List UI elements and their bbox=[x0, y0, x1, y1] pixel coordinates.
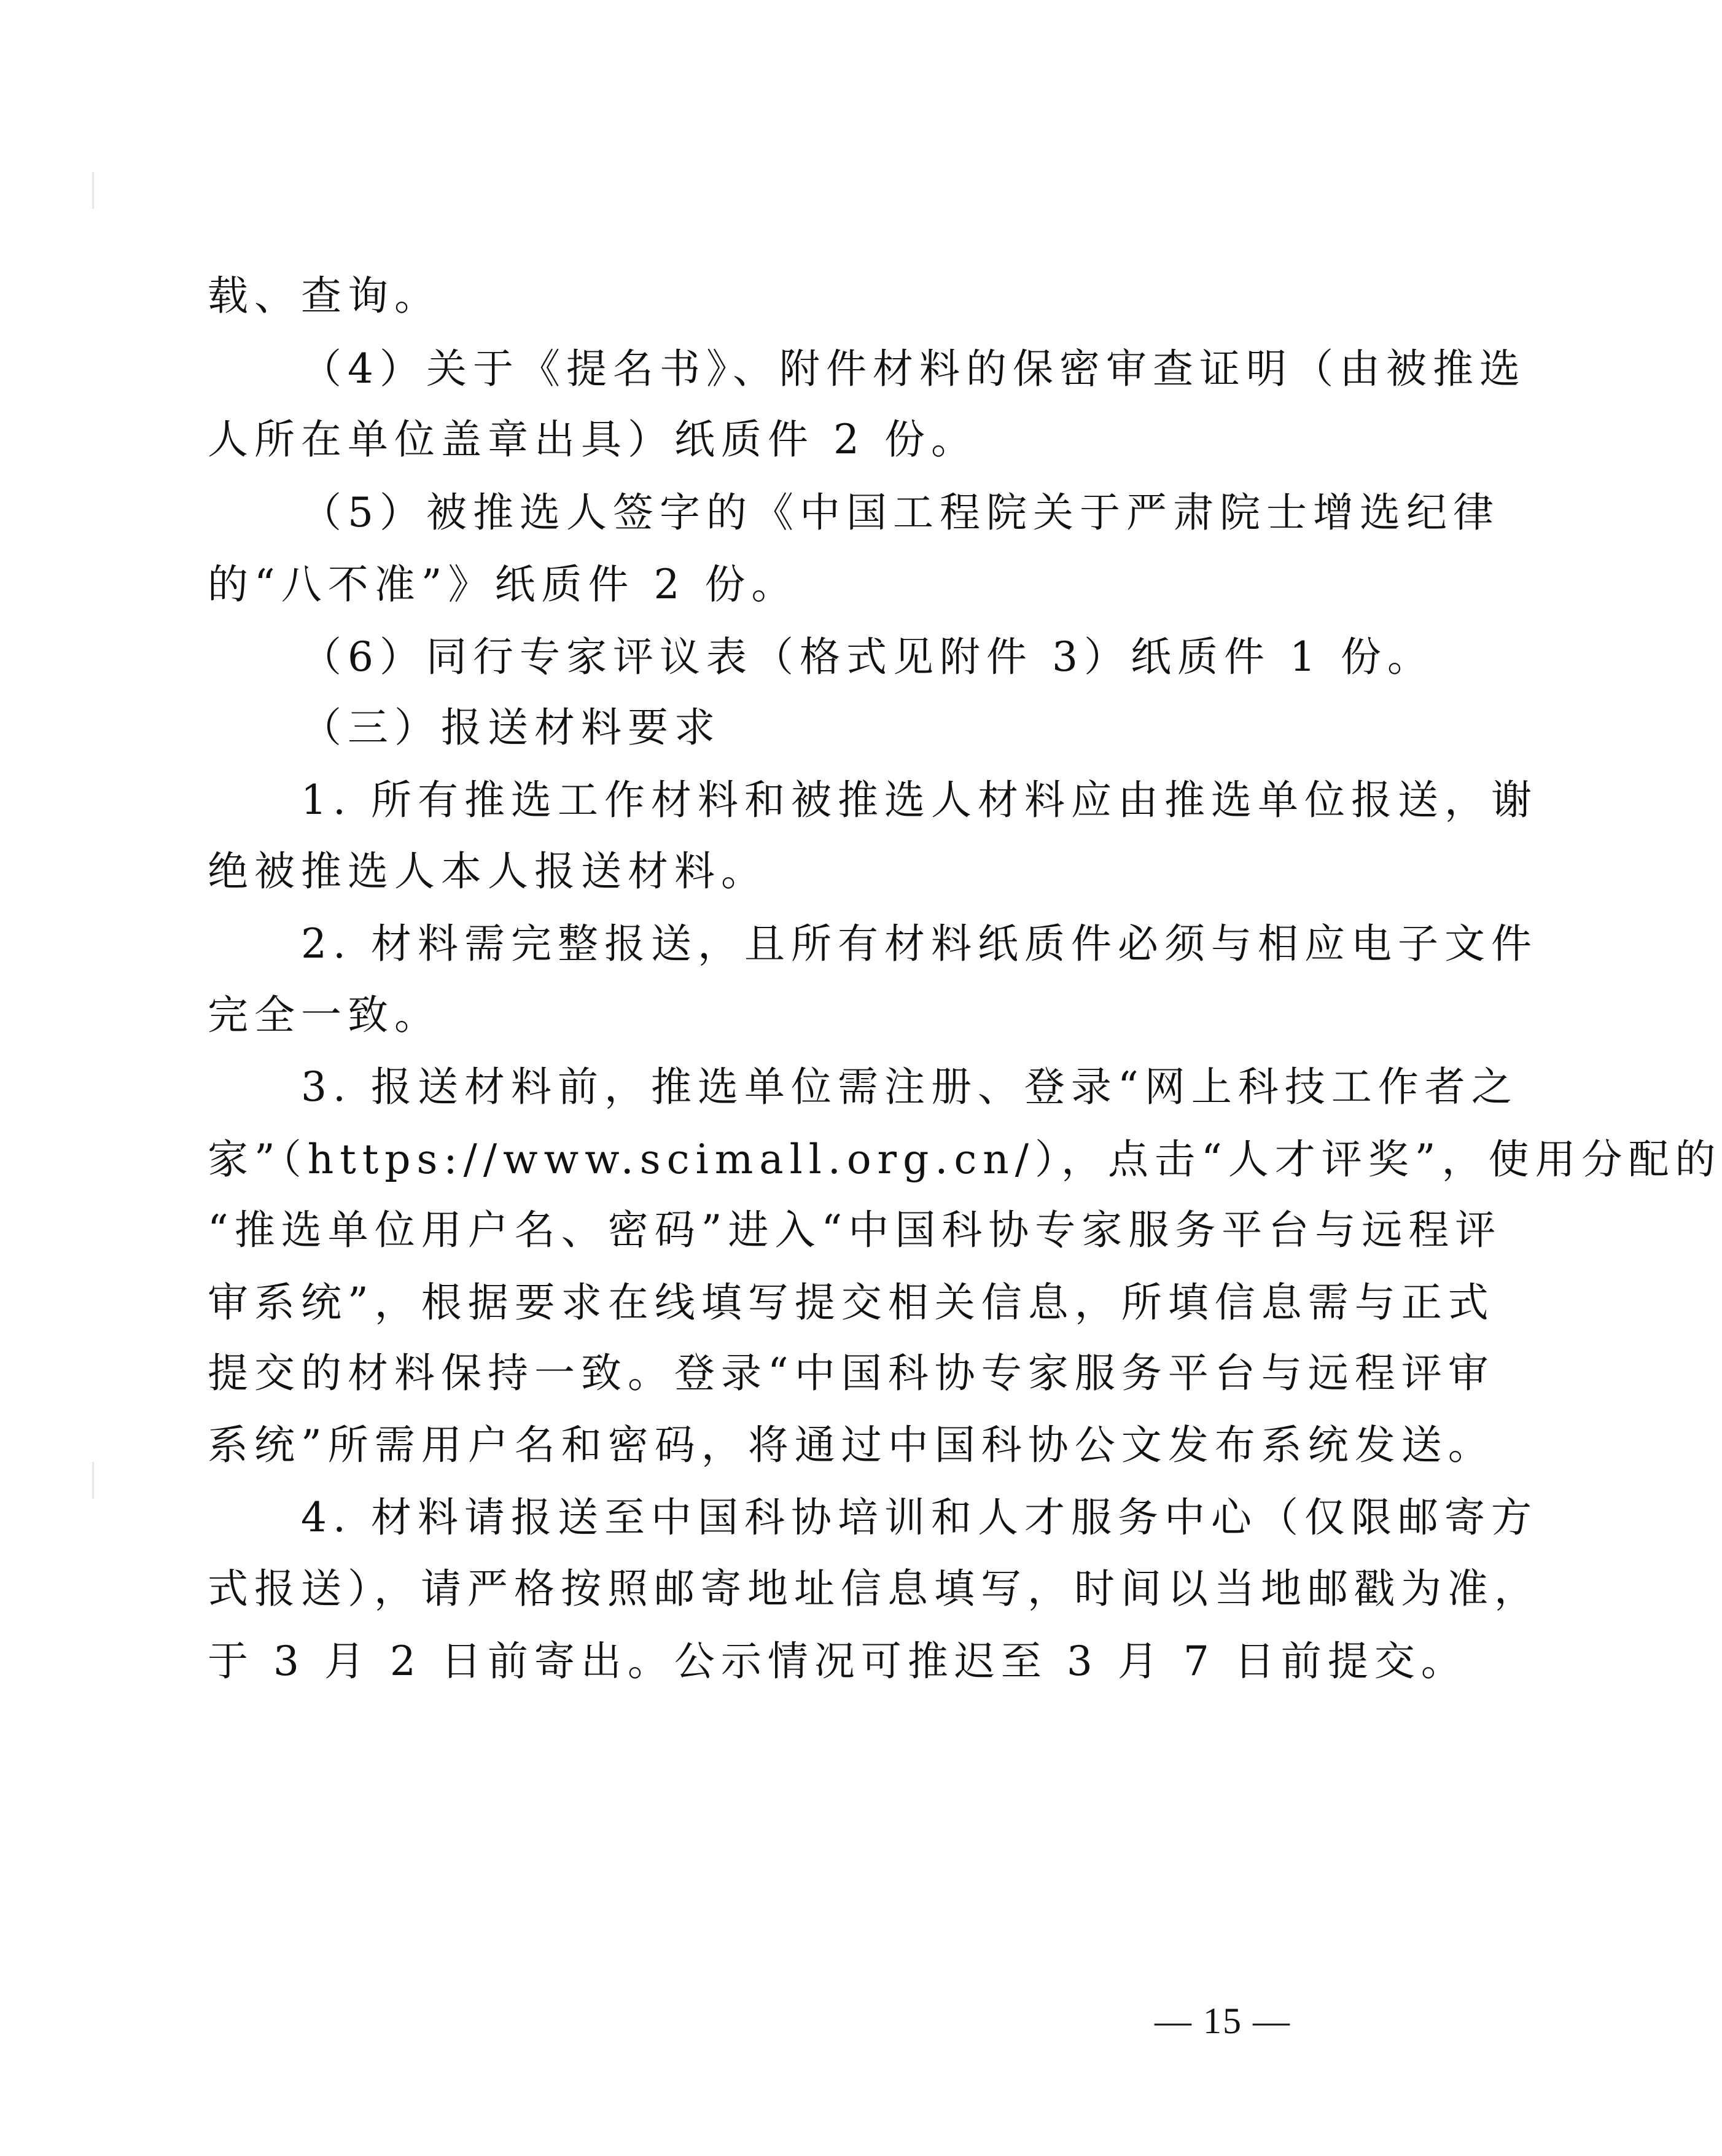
body-line-9: 绝被推选人本人报送材料。 bbox=[208, 848, 768, 895]
body-line-16: 提交的材料保持一致。登录“中国科协专家服务平台与远程评审 bbox=[208, 1349, 1495, 1397]
body-line-11: 完全一致。 bbox=[208, 991, 441, 1039]
section-heading: （三）报送材料要求 bbox=[301, 704, 721, 751]
body-line-3: 人所在单位盖章出具）纸质件 2 份。 bbox=[208, 416, 978, 463]
scan-artifact bbox=[92, 172, 94, 209]
body-line-4: （5）被推选人签字的《中国工程院关于严肃院士增选纪律 bbox=[301, 489, 1500, 536]
body-line-5: 的“八不准”》纸质件 2 份。 bbox=[208, 561, 798, 608]
body-line-10: 2. 材料需完整报送，且所有材料纸质件必须与相应电子文件 bbox=[301, 920, 1538, 967]
body-line-14: “推选单位用户名、密码”进入“中国科协专家服务平台与远程评 bbox=[208, 1206, 1502, 1254]
body-line-18: 4. 材料请报送至中国科协培训和人才服务中心（仅限邮寄方 bbox=[301, 1494, 1538, 1541]
body-line-15: 审系统”，根据要求在线填写提交相关信息，所填信息需与正式 bbox=[208, 1279, 1495, 1326]
body-line-19: 式报送），请严格按照邮寄地址信息填写，时间以当地邮戳为准， bbox=[208, 1565, 1541, 1612]
body-line-8: 1. 所有推选工作材料和被推选人材料应由推选单位报送，谢 bbox=[301, 776, 1538, 824]
page-number: — 15 — bbox=[1155, 2001, 1291, 2041]
body-line-6: （6）同行专家评议表（格式见附件 3）纸质件 1 份。 bbox=[301, 633, 1434, 681]
body-line-2: （4）关于《提名书》、附件材料的保密审查证明（由被推选 bbox=[301, 345, 1526, 393]
body-line-13: 家”（https://www.scimall.org.cn/），点击“人才评奖”，使用分配的 bbox=[208, 1136, 1722, 1183]
body-line-20: 于 3 月 2 日前寄出。公示情况可推迟至 3 月 7 日前提交。 bbox=[208, 1638, 1468, 1685]
body-line-12: 3. 报送材料前，推选单位需注册、登录“网上科技工作者之 bbox=[301, 1063, 1518, 1111]
body-line-17: 系统”所需用户名和密码，将通过中国科协公文发布系统发送。 bbox=[208, 1421, 1495, 1469]
scan-artifact bbox=[92, 1462, 94, 1499]
body-line-1: 载、查询。 bbox=[208, 272, 441, 319]
